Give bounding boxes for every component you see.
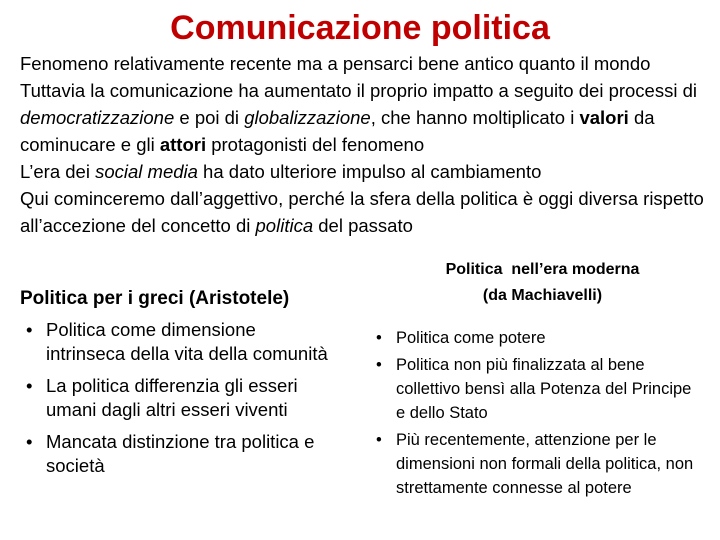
right-heading-line-1: Politica nell’era moderna bbox=[445, 261, 640, 278]
intro-text-run: e poi di bbox=[174, 107, 245, 128]
intro-text-run: da cominucare e gli bbox=[20, 107, 655, 155]
intro-paragraph-3 bbox=[20, 158, 710, 185]
intro-text-run: L’era dei bbox=[20, 161, 96, 182]
list-item: • Politica come potere bbox=[370, 326, 705, 350]
intro-paragraph-1: Fenomeno relativamente recente ma a pensarci bene antico quanto il mondo bbox=[20, 53, 651, 74]
intro-paragraph-2 bbox=[20, 77, 710, 158]
intro-text bbox=[20, 50, 710, 239]
intro-text-run: , che hanno moltiplicato i bbox=[370, 107, 580, 128]
right-heading-line-2: (da Machiavelli) bbox=[482, 287, 603, 304]
intro-emphasis: politica bbox=[255, 215, 314, 236]
slide-title: Comunicazione politica bbox=[170, 9, 550, 47]
list-item: • Mancata distinzione tra politica e società bbox=[20, 430, 335, 478]
intro-emphasis: globalizzazione bbox=[244, 107, 371, 128]
intro-strong: attori bbox=[159, 134, 207, 155]
list-item: • La politica differenzia gli esseri umani dagli altri esseri viventi bbox=[20, 374, 335, 422]
list-item: • Politica non più finalizzata al bene collettivo bensì alla Potenza del Principe e dello Stato bbox=[370, 353, 705, 425]
intro-paragraph-4 bbox=[20, 185, 710, 239]
left-column-heading: Politica per i greci (Aristotele) bbox=[20, 288, 290, 309]
right-column-heading bbox=[370, 257, 715, 309]
intro-text-run: Qui cominceremo dall’aggettivo, perché la sfera della politica è oggi diversa rispetto all’accezione del concetto di bbox=[20, 188, 704, 236]
list-item: • Più recentemente, attenzione per le dimensioni non formali della politica, non strettamente connesse al potere bbox=[370, 428, 705, 500]
intro-text-run: Tuttavia la comunicazione ha aumentato il proprio impatto a seguito dei processi di bbox=[20, 80, 697, 101]
intro-text-run: protagonisti del fenomeno bbox=[206, 134, 425, 155]
list-item: • Politica come dimensione intrinseca della vita della comunità bbox=[20, 318, 335, 366]
intro-emphasis: democratizzazione bbox=[20, 107, 175, 128]
left-bullet-list bbox=[20, 318, 335, 486]
intro-strong: valori bbox=[579, 107, 629, 128]
right-bullet-list bbox=[370, 326, 705, 503]
intro-emphasis: social media bbox=[95, 161, 198, 182]
intro-text-run: ha dato ulteriore impulso al cambiamento bbox=[197, 161, 542, 182]
intro-text-run: del passato bbox=[313, 215, 413, 236]
